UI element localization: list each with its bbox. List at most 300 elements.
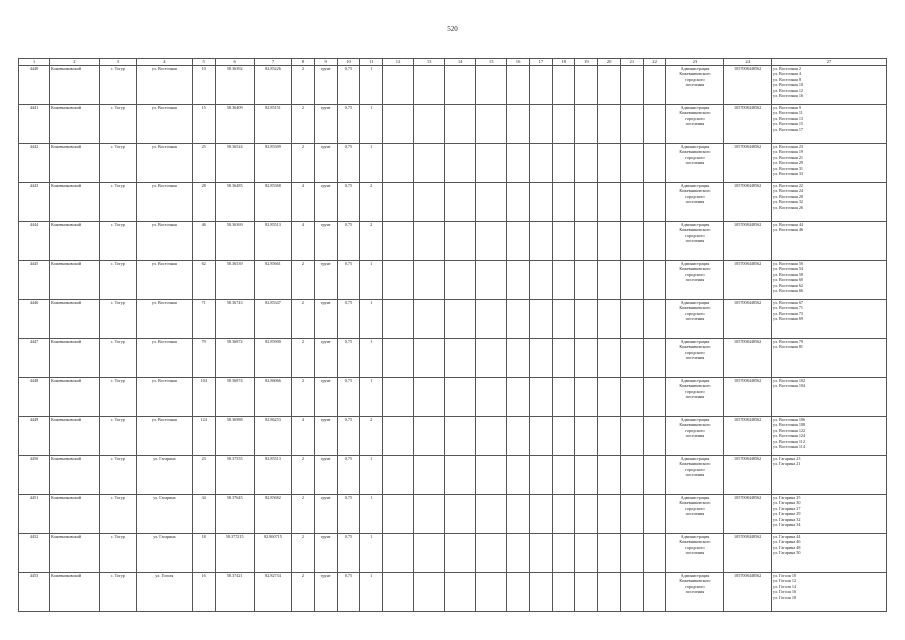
address-line: ул. Восточная 73: [772, 310, 804, 316]
volume-cell: 0,75: [337, 66, 360, 105]
address-line: ул. Восточная 69: [772, 316, 804, 322]
volume-cell: 0,75: [337, 183, 360, 222]
addresses-cell: [771, 573, 886, 612]
address-line: ул. Восточная 20: [772, 193, 804, 199]
empty-cell: [445, 339, 476, 378]
address-line: ул. Гагарина 50: [772, 550, 801, 556]
empty-cell: [620, 339, 643, 378]
empty-cell: [552, 495, 575, 534]
organization-line: Администрация: [680, 66, 710, 71]
table-row: [19, 534, 887, 573]
address-line: ул. Восточная 10: [772, 82, 804, 88]
street-cell: ул. Гоголя: [136, 573, 192, 612]
longitude-cell: 82.86066: [254, 378, 291, 417]
village-cell: с. Тогур: [99, 495, 136, 534]
bins-cell: 2: [292, 378, 315, 417]
addresses-cell: [771, 417, 886, 456]
empty-cell: [476, 417, 507, 456]
district-cell: Кожевниковский: [50, 183, 100, 222]
volume-cell: 0,75: [337, 105, 360, 144]
empty-cell: [575, 222, 598, 261]
table-row: [19, 105, 887, 144]
empty-cell: [507, 222, 530, 261]
empty-cell: [643, 66, 666, 105]
address-line: ул. Восточная 108: [772, 422, 806, 428]
row-number: 4452: [19, 534, 50, 573]
longitude-cell: 82.85309: [254, 144, 291, 183]
address-line: ул. Гоголя 12: [772, 578, 797, 584]
registration-number-cell: 1057008448562: [724, 105, 772, 144]
address-line: ул. Восточная 44: [772, 222, 804, 227]
organization-line: Администрация: [680, 300, 710, 305]
empty-cell: [445, 573, 476, 612]
count-cell: 2: [360, 417, 383, 456]
table-row: [19, 144, 887, 183]
organization-line: поселения: [685, 472, 705, 478]
registration-number-cell: 1057008448562: [724, 456, 772, 495]
table-body: [19, 66, 887, 612]
column-header: 12: [383, 59, 414, 66]
row-number: 4453: [19, 573, 50, 612]
house-cell: 23: [192, 456, 215, 495]
empty-cell: [598, 378, 621, 417]
addresses-cell: [771, 456, 886, 495]
organization-line: поселения: [685, 511, 705, 517]
longitude-cell: 82.85368: [254, 183, 291, 222]
empty-cell: [445, 261, 476, 300]
empty-cell: [575, 573, 598, 612]
street-cell: ул. Восточная: [136, 144, 192, 183]
bins-cell: 2: [292, 339, 315, 378]
row-number: 4446: [19, 300, 50, 339]
empty-cell: [383, 261, 414, 300]
district-cell: Кожевниковский: [50, 417, 100, 456]
empty-cell: [414, 183, 445, 222]
empty-cell: [643, 417, 666, 456]
empty-cell: [507, 339, 530, 378]
organization-line: Администрация: [680, 261, 710, 266]
empty-cell: [445, 105, 476, 144]
page-number: 520: [447, 25, 458, 33]
volume-cell: 0,75: [337, 417, 360, 456]
volume-cell: 0,75: [337, 534, 360, 573]
surface-cell: грунт: [314, 534, 337, 573]
column-header: 2: [50, 59, 100, 66]
empty-cell: [552, 66, 575, 105]
empty-cell: [445, 495, 476, 534]
table-row: [19, 378, 887, 417]
empty-cell: [598, 105, 621, 144]
empty-cell: [552, 183, 575, 222]
house-cell: 124: [192, 417, 215, 456]
address-line: ул. Восточная 23: [772, 144, 804, 149]
bins-cell: 2: [292, 573, 315, 612]
district-cell: Кожевниковский: [50, 144, 100, 183]
district-cell: Кожевниковский: [50, 495, 100, 534]
village-cell: с. Тогур: [99, 456, 136, 495]
surface-cell: грунт: [314, 222, 337, 261]
longitude-cell: 82.85226: [254, 66, 291, 105]
empty-cell: [643, 300, 666, 339]
district-cell: Кожевниковский: [50, 105, 100, 144]
address-line: ул. Гагарина 27: [772, 505, 801, 511]
count-cell: 2: [360, 183, 383, 222]
address-line: ул. Восточная 124: [772, 433, 806, 439]
organization-line: Администрация: [680, 495, 710, 500]
organization-line: поселения: [685, 199, 705, 205]
district-cell: Кожевниковский: [50, 339, 100, 378]
latitude-cell: 58.36988: [215, 417, 254, 456]
column-header: 5: [192, 59, 215, 66]
village-cell: с. Тогур: [99, 105, 136, 144]
bins-cell: 4: [292, 222, 315, 261]
empty-cell: [643, 495, 666, 534]
address-line: ул. Восточная 62: [772, 282, 804, 288]
organization-cell: [666, 261, 724, 300]
address-line: ул. Восточная 2: [772, 66, 801, 71]
empty-cell: [507, 417, 530, 456]
street-cell: ул. Восточная: [136, 339, 192, 378]
organization-line: Кожевниковского: [679, 71, 711, 77]
empty-cell: [383, 105, 414, 144]
empty-cell: [445, 183, 476, 222]
surface-cell: грунт: [314, 66, 337, 105]
address-line: ул. Восточная 21: [772, 154, 804, 160]
organization-line: Кожевниковского: [679, 266, 711, 272]
empty-cell: [552, 144, 575, 183]
empty-cell: [445, 66, 476, 105]
column-header: 13: [414, 59, 445, 66]
surface-cell: грунт: [314, 378, 337, 417]
empty-cell: [575, 378, 598, 417]
empty-cell: [529, 183, 552, 222]
organization-line: Администрация: [680, 183, 710, 188]
address-line: ул. Восточная 13: [772, 115, 804, 121]
empty-cell: [552, 339, 575, 378]
empty-cell: [476, 534, 507, 573]
table-row: [19, 339, 887, 378]
latitude-cell: 58.36524: [215, 144, 254, 183]
empty-cell: [529, 105, 552, 144]
empty-cell: [529, 66, 552, 105]
address-line: ул. Гоголя 16: [772, 589, 797, 595]
address-line: ул. Восточная 31: [772, 165, 804, 171]
empty-cell: [529, 339, 552, 378]
bins-cell: 2: [292, 261, 315, 300]
organization-line: городского: [685, 505, 705, 511]
empty-cell: [529, 534, 552, 573]
table-row: [19, 495, 887, 534]
empty-cell: [529, 573, 552, 612]
organization-line: поселения: [685, 550, 705, 556]
empty-cell: [414, 222, 445, 261]
registration-number-cell: 1057008448562: [724, 339, 772, 378]
organization-cell: [666, 144, 724, 183]
house-cell: 71: [192, 300, 215, 339]
latitude-cell: 58.36539: [215, 261, 254, 300]
volume-cell: 0,75: [337, 456, 360, 495]
house-cell: 18: [192, 534, 215, 573]
organization-line: поселения: [685, 121, 705, 127]
organization-line: городского: [685, 466, 705, 472]
empty-cell: [445, 222, 476, 261]
empty-cell: [383, 144, 414, 183]
empty-cell: [383, 66, 414, 105]
registration-number-cell: 1057008448562: [724, 183, 772, 222]
bins-cell: 2: [292, 300, 315, 339]
latitude-cell: 58.36874: [215, 378, 254, 417]
empty-cell: [414, 105, 445, 144]
empty-cell: [529, 456, 552, 495]
column-header: 17: [529, 59, 552, 66]
empty-cell: [414, 534, 445, 573]
table-row: [19, 300, 887, 339]
empty-cell: [575, 417, 598, 456]
village-cell: с. Тогур: [99, 66, 136, 105]
column-header: 10: [337, 59, 360, 66]
organization-line: городского: [685, 154, 705, 160]
column-header: 21: [620, 59, 643, 66]
organization-line: городского: [685, 271, 705, 277]
street-cell: ул. Восточная: [136, 378, 192, 417]
organization-line: городского: [685, 193, 705, 199]
empty-cell: [507, 300, 530, 339]
organization-line: городского: [685, 583, 705, 589]
bins-cell: 2: [292, 66, 315, 105]
house-cell: 79: [192, 339, 215, 378]
empty-cell: [575, 183, 598, 222]
address-line: ул. Гагарина 30: [772, 500, 801, 506]
empty-cell: [476, 105, 507, 144]
organization-line: Администрация: [680, 105, 710, 110]
count-cell: 1: [360, 573, 383, 612]
organization-line: поселения: [685, 160, 705, 166]
empty-cell: [414, 339, 445, 378]
district-cell: Кожевниковский: [50, 300, 100, 339]
street-cell: ул. Восточная: [136, 261, 192, 300]
latitude-cell: 58.36743: [215, 300, 254, 339]
column-header: 7: [254, 59, 291, 66]
address-line: ул. Восточная 33: [772, 171, 804, 177]
street-cell: ул. Восточная: [136, 183, 192, 222]
organization-line: городского: [685, 388, 705, 394]
surface-cell: грунт: [314, 495, 337, 534]
village-cell: с. Тогур: [99, 339, 136, 378]
count-cell: 1: [360, 144, 383, 183]
empty-cell: [383, 300, 414, 339]
address-line: ул. Восточная 71: [772, 305, 804, 311]
bins-cell: 2: [292, 456, 315, 495]
volume-cell: 0,75: [337, 378, 360, 417]
column-header: 14: [445, 59, 476, 66]
address-line: ул. Гагарина 21: [772, 461, 801, 467]
street-cell: ул. Восточная: [136, 66, 192, 105]
longitude-cell: 82.82734: [254, 573, 291, 612]
addresses-cell: [771, 66, 886, 105]
house-cell: 16: [192, 573, 215, 612]
organization-line: Администрация: [680, 339, 710, 344]
address-line: ул. Восточная 32: [772, 199, 804, 205]
empty-cell: [552, 222, 575, 261]
address-line: ул. Восточная 67: [772, 300, 804, 305]
volume-cell: 0,75: [337, 300, 360, 339]
organization-line: Администрация: [680, 144, 710, 149]
empty-cell: [445, 456, 476, 495]
empty-cell: [414, 456, 445, 495]
column-header: 27: [771, 59, 886, 66]
empty-cell: [575, 456, 598, 495]
organization-line: Кожевниковского: [679, 188, 711, 194]
organization-cell: [666, 300, 724, 339]
address-line: ул. Восточная 54: [772, 266, 804, 272]
row-number: 4440: [19, 66, 50, 105]
empty-cell: [552, 105, 575, 144]
bins-cell: 2: [292, 105, 315, 144]
empty-cell: [598, 222, 621, 261]
address-line: ул. Восточная 66: [772, 288, 804, 294]
surface-cell: грунт: [314, 456, 337, 495]
empty-cell: [476, 573, 507, 612]
organization-line: Администрация: [680, 222, 710, 227]
empty-cell: [529, 222, 552, 261]
empty-cell: [620, 300, 643, 339]
organization-line: городского: [685, 544, 705, 550]
organization-cell: [666, 339, 724, 378]
empty-cell: [620, 456, 643, 495]
count-cell: 1: [360, 261, 383, 300]
surface-cell: грунт: [314, 417, 337, 456]
column-header: 16: [507, 59, 530, 66]
organization-cell: [666, 495, 724, 534]
street-cell: ул. Гагарина: [136, 456, 192, 495]
village-cell: с. Тогур: [99, 222, 136, 261]
address-line: ул. Восточная 102: [772, 378, 806, 383]
empty-cell: [643, 183, 666, 222]
row-number: 4450: [19, 456, 50, 495]
column-header: 23: [666, 59, 724, 66]
address-line: ул. Гагарина 48: [772, 544, 801, 550]
address-line: ул. Гагарина 32: [772, 516, 801, 522]
organization-line: Кожевниковского: [679, 110, 711, 116]
address-line: ул. Гоголя 14: [772, 583, 797, 589]
address-line: ул. Восточная 50: [772, 261, 804, 266]
organization-line: городского: [685, 76, 705, 82]
address-line: ул. Восточная 60: [772, 277, 804, 283]
organization-line: Администрация: [680, 417, 710, 422]
empty-cell: [445, 534, 476, 573]
organization-line: Кожевниковского: [679, 305, 711, 311]
longitude-cell: 82.85151: [254, 105, 291, 144]
address-line: ул. Восточная 58: [772, 271, 804, 277]
volume-cell: 0,75: [337, 222, 360, 261]
column-header: 1: [19, 59, 50, 66]
empty-cell: [529, 261, 552, 300]
surface-cell: грунт: [314, 183, 337, 222]
empty-cell: [507, 183, 530, 222]
address-line: ул. Гагарина 44: [772, 534, 801, 539]
empty-cell: [620, 573, 643, 612]
empty-cell: [414, 144, 445, 183]
volume-cell: 0,75: [337, 261, 360, 300]
empty-cell: [598, 300, 621, 339]
organization-cell: [666, 456, 724, 495]
empty-cell: [575, 261, 598, 300]
empty-cell: [507, 534, 530, 573]
address-line: ул. Восточная 15: [772, 121, 804, 127]
surface-cell: грунт: [314, 261, 337, 300]
empty-cell: [552, 456, 575, 495]
empty-cell: [383, 495, 414, 534]
latitude-cell: 58.36872: [215, 339, 254, 378]
organization-cell: [666, 573, 724, 612]
empty-cell: [383, 222, 414, 261]
organization-line: Администрация: [680, 378, 710, 383]
organization-line: поселения: [685, 82, 705, 88]
organization-line: городского: [685, 115, 705, 121]
village-cell: с. Тогур: [99, 573, 136, 612]
empty-cell: [383, 573, 414, 612]
latitude-cell: 58.36369: [215, 222, 254, 261]
registration-number-cell: 1057008448562: [724, 261, 772, 300]
empty-cell: [507, 261, 530, 300]
latitude-cell: 58.36392: [215, 66, 254, 105]
address-line: ул. Восточная 114: [772, 444, 805, 450]
house-cell: 15: [192, 105, 215, 144]
empty-cell: [552, 417, 575, 456]
row-number: 4449: [19, 417, 50, 456]
column-header: 6: [215, 59, 254, 66]
organization-cell: [666, 417, 724, 456]
village-cell: с. Тогур: [99, 300, 136, 339]
organization-line: поселения: [685, 238, 705, 244]
count-cell: 1: [360, 378, 383, 417]
organization-cell: [666, 183, 724, 222]
district-cell: Кожевниковский: [50, 66, 100, 105]
organization-line: городского: [685, 232, 705, 238]
surface-cell: грунт: [314, 339, 337, 378]
bins-cell: 2: [292, 144, 315, 183]
table-row: [19, 573, 887, 612]
registration-number-cell: 1057008448562: [724, 534, 772, 573]
empty-cell: [476, 261, 507, 300]
row-number: 4441: [19, 105, 50, 144]
empty-cell: [414, 66, 445, 105]
empty-cell: [507, 378, 530, 417]
count-cell: 2: [360, 222, 383, 261]
organization-line: Кожевниковского: [679, 461, 711, 467]
empty-cell: [598, 144, 621, 183]
address-line: ул. Восточная 46: [772, 227, 804, 233]
organization-cell: [666, 534, 724, 573]
row-number: 4451: [19, 495, 50, 534]
longitude-cell: 82.85900: [254, 339, 291, 378]
house-cell: 25: [192, 144, 215, 183]
empty-cell: [575, 339, 598, 378]
empty-cell: [507, 66, 530, 105]
house-cell: 10: [192, 66, 215, 105]
column-header: 3: [99, 59, 136, 66]
empty-cell: [620, 378, 643, 417]
registration-number-cell: 1057008448562: [724, 300, 772, 339]
address-line: ул. Восточная 11: [772, 110, 803, 116]
empty-cell: [643, 144, 666, 183]
empty-cell: [643, 534, 666, 573]
latitude-cell: 58.37555: [215, 456, 254, 495]
empty-cell: [476, 183, 507, 222]
table-row: [19, 66, 887, 105]
row-number: 4443: [19, 183, 50, 222]
village-cell: с. Тогур: [99, 534, 136, 573]
